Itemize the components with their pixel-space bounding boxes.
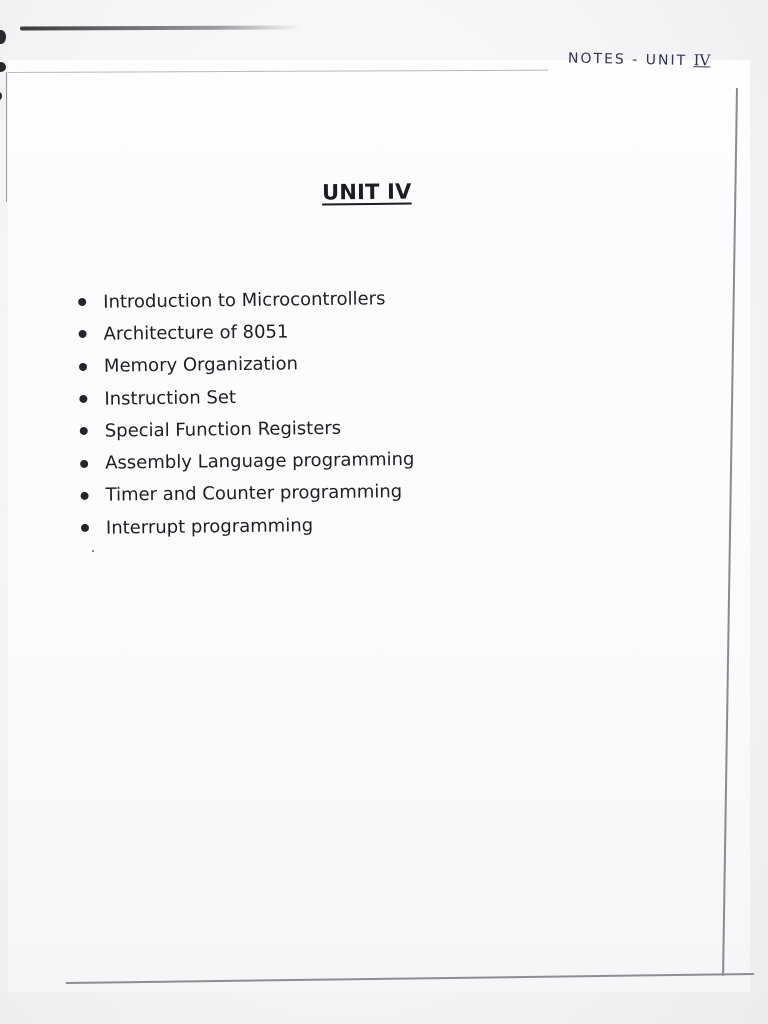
topic-text: Special Function Registers [104,417,342,442]
page-edge-shadow [20,26,300,31]
topic-text: Memory Organization [103,353,299,377]
bullet-icon [80,460,88,468]
binding-hole-mark [0,30,6,44]
handwritten-unit-number: IV [693,51,711,70]
binding-hole-mark [0,92,2,100]
list-item [80,443,415,479]
topic-text: Interrupt programming [105,514,314,539]
list-item [78,314,413,350]
stray-ink-dot [92,550,94,552]
bullet-icon [81,492,89,500]
bullet-icon [78,298,86,306]
page-border-left [6,72,7,202]
bullet-icon [79,330,87,338]
topic-text: Introduction to Microcontrollers [103,287,386,313]
list-item [80,476,415,512]
page-title: UNIT IV [321,179,412,205]
list-item [79,347,414,383]
bullet-icon [79,395,87,403]
bullet-icon [79,363,87,371]
handwritten-note-text: NOTES - UNIT [567,50,688,70]
bullet-icon [81,524,89,532]
binding-hole-mark [0,62,6,72]
topic-list [78,282,415,544]
list-item [78,282,413,318]
handwritten-header-note [568,49,711,70]
list-item [79,379,414,415]
topic-text: Architecture of 8051 [103,321,289,345]
topic-text: Assembly Language programming [105,449,415,474]
topic-text: Timer and Counter programming [105,481,403,507]
list-item [81,508,416,544]
bullet-icon [80,427,88,435]
topic-text: Instruction Set [104,386,237,410]
list-item [80,411,415,447]
